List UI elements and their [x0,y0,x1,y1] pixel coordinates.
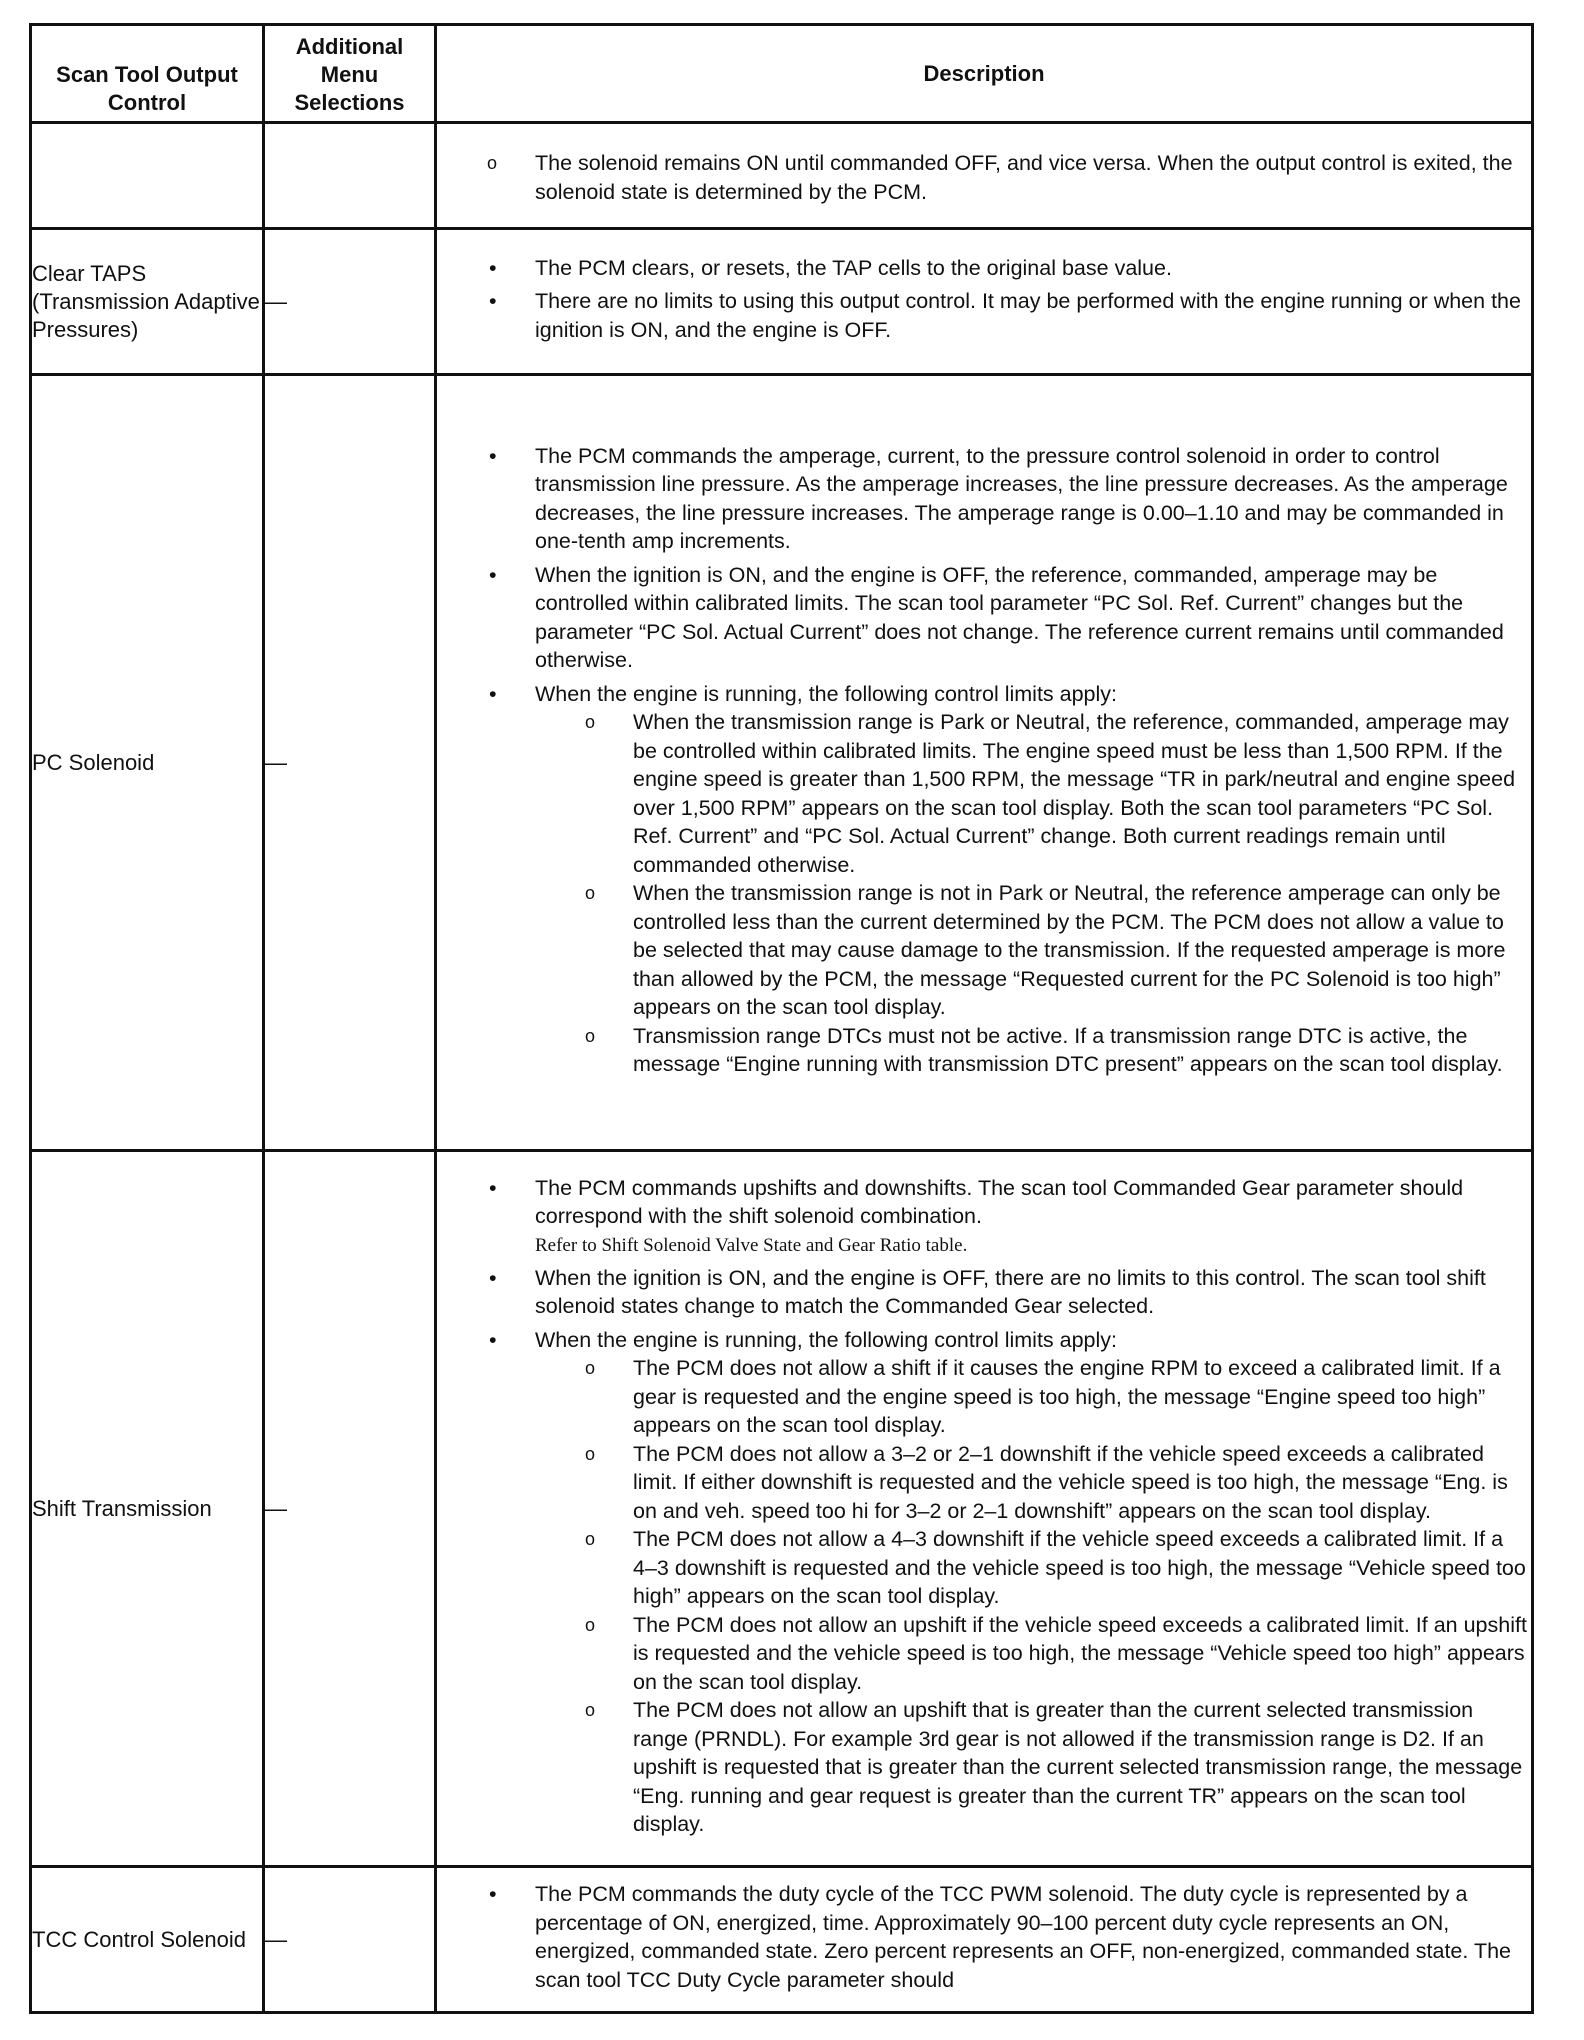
table-row [31,123,1533,229]
circle-bullet-icon: o [585,1614,596,1635]
table-row [31,229,1533,375]
header-scan-tool-output-control: Scan Tool Output Control [31,25,264,123]
table-row [31,1867,1533,2013]
bullet-item: • The PCM clears, or resets, the TAP cells to the original base value. [437,254,1531,283]
control-name-tcc-control-solenoid: TCC Control Solenoid [31,1867,264,2013]
bullet-item: • When the engine is running, the following control limits apply: o When the transmission range is Park or Neutral, the reference, commanded, amperage may be controlled within calibrated limits. The engine speed must be less than 1,500 RPM. If the engine speed is greater than 1,500 RPM, the message “TR in park/neutral and engine speed over 1,500 RPM” appears on the scan tool display. Both the scan tool parameters “PC Sol. Ref. Current” and “PC Sol. Actual Current” change. Both current readings remain until commanded otherwise. o When the transmission range is not in Park or Neutral, the reference amperage can only be controlled less than the current determined by the PCM. The PCM does not allow a value to be selected that may cause damage to the transmission. If the requested amperage is more than allowed by the PCM, the message “Requested current for the PC Solenoid is too high” appears on the scan tool display. o Transmission range DTCs must not be active. If a transmission range DTC is active, the message “Engine running with transmission DTC present” appears on the scan tool display. [437,680,1531,1079]
bullet-item: • The PCM commands the duty cycle of the TCC PWM solenoid. The duty cycle is represented by a percentage of ON, energized, time. Approximately 90–100 percent duty cycle represents an ON, energized, commanded state. Zero percent represents an OFF, non-energized, commanded state. The scan tool TCC Duty Cycle parameter should [489,1882,1511,1992]
header-description: Description [436,25,1533,123]
bullet-icon: • [489,1327,497,1352]
table-row [31,375,1533,1151]
bullet-icon: • [489,1175,497,1200]
control-name-clear-taps: Clear TAPS (Transmission Adaptive Pressures) [31,229,264,375]
description-cell [436,1867,1533,2013]
sub-item: o The PCM does not allow a 4–3 downshift if the vehicle speed exceeds a calibrated limit. If a 4–3 downshift is requested and the vehicle speed is too high, the message “Vehicle speed too high” appears on the scan tool display. [585,1527,1526,1608]
menu-selection: — [264,229,436,375]
bullet-item: • The PCM commands upshifts and downshifts. The scan tool Commanded Gear parameter should correspond with the shift solenoid combination. Refer to Shift Solenoid Valve State and Gear Ratio table. [437,1174,1531,1259]
sub-item: o When the transmission range is not in Park or Neutral, the reference amperage can only be controlled less than the current determined by the PCM. The PCM does not allow a value to be selected that may cause damage to the transmission. If the requested amperage is more than allowed by the PCM, the message “Requested current for the PC Solenoid is too high” appears on the scan tool display. [585,881,1506,1019]
bullet-icon: • [489,681,497,706]
scan-tool-output-control-table [29,23,1534,2014]
description-cell [436,123,1533,229]
control-cell-empty [31,123,264,229]
circle-bullet-icon: o [487,153,498,173]
circle-bullet-icon: o [585,1443,596,1464]
header-additional-menu-selections: Additional Menu Selections [264,25,436,123]
circle-bullet-icon: o [585,883,596,903]
sub-item: o The PCM does not allow a 3–2 or 2–1 downshift if the vehicle speed exceeds a calibrated limit. If either downshift is requested and the vehicle speed is too high, the message “Eng. is on and veh. speed too hi for 3–2 or 2–1 downshift” appears on the scan tool display. [585,1441,1508,1523]
description-cell [436,375,1533,1151]
reference-note: Refer to Shift Solenoid Valve State and Gear Ratio table. [535,1234,968,1256]
bullet-item: • When the ignition is ON, and the engine is OFF, the reference, commanded, amperage may be controlled within calibrated limits. The scan tool parameter “PC Sol. Ref. Current” changes but the parameter “PC Sol. Actual Current” does not change. The reference current remains until commanded otherwise. [489,562,1504,672]
bullet-icon: • [489,289,497,314]
sub-item: o The PCM does not allow an upshift if the vehicle speed exceeds a calibrated limit. If an upshift is requested and the vehicle speed is too high, the message “Vehicle speed too high” appears on the scan tool display. [585,1612,1527,1694]
bullet-icon: • [489,443,497,468]
circle-bullet-icon: o [585,1529,596,1549]
sub-item: o The PCM does not allow an upshift that is greater than the current selected transmission range (PRNDL). For example 3rd gear is not allowed if the transmission range is D2. If an upshift is requested that is greater than the current selected transmission range, the message “Eng. running and gear request is greater than the current TR” appears on the scan tool display. [585,1698,1523,1836]
bullet-icon: • [489,1882,497,1906]
bullet-item: • When the ignition is ON, and the engine is OFF, there are no limits to this control. The scan tool shift solenoid states change to match the Commanded Gear selected. [489,1265,1486,1318]
sub-item: o When the transmission range is Park or Neutral, the reference, commanded, amperage may be controlled within calibrated limits. The engine speed must be less than 1,500 RPM. If the engine speed is greater than 1,500 RPM, the message “TR in park/neutral and engine speed over 1,500 RPM” appears on the scan tool display. Both the scan tool parameters “PC Sol. Ref. Current” and “PC Sol. Actual Current” change. Both current readings remain until commanded otherwise. [585,710,1516,877]
bullet-icon: • [489,255,497,280]
bullet-icon: • [489,562,497,587]
circle-bullet-icon: o [585,1700,596,1720]
menu-selection: — [264,1151,436,1867]
bullet-item: • The PCM commands the amperage, current, to the pressure control solenoid in order to control transmission line pressure. As the amperage increases, the line pressure decreases. As the amperage decreases, the line pressure increases. The amperage range is 0.00–1.10 and may be commanded in one-tenth amp increments. [489,443,1508,553]
table-row [31,1151,1533,1867]
control-name-pc-solenoid: PC Solenoid [31,375,264,1151]
header-row [31,25,1533,123]
circle-bullet-icon: o [585,712,596,732]
bullet-item: • There are no limits to using this output control. It may be performed with the engine running or when the ignition is ON, and the engine is OFF. [489,289,1521,342]
sub-item: o The PCM does not allow a shift if it causes the engine RPM to exceed a calibrated limit. If a gear is requested and the engine speed is too high, the message “Engine speed too high” appears on the scan tool display. [585,1356,1501,1437]
circle-bullet-icon: o [585,1025,596,1046]
circle-bullet-icon: o [585,1358,596,1378]
sub-item: o The solenoid remains ON until commanded OFF, and vice versa. When the output control is exited, the solenoid state is determined by the PCM. [487,151,1513,204]
sub-item: o Transmission range DTCs must not be active. If a transmission range DTC is active, the message “Engine running with transmission DTC present” appears on the scan tool display. [585,1023,1503,1076]
menu-selection: — [264,375,436,1151]
menu-cell-empty [264,123,436,229]
control-name-shift-transmission: Shift Transmission [31,1151,264,1867]
bullet-item: • When the engine is running, the following control limits apply: o The PCM does not allow a shift if it causes the engine RPM to exceed a calibrated limit. If a gear is requested and the engine speed is too high, the message “Engine speed too high” appears on the scan tool display. o The PCM does not allow a 3–2 or 2–1 downshift if the vehicle speed exceeds a calibrated limit. If either downshift is requested and the vehicle speed is too high, the message “Eng. is on and veh. speed too hi for 3–2 or 2–1 downshift” appears on the scan tool display. o The PCM does not allow a 4–3 downshift if the vehicle speed exceeds a calibrated limit. If a 4–3 downshift is requested and the vehicle speed is too high, the message “Vehicle speed too high” appears on the scan tool display. o The PCM does not allow an upshift if the vehicle speed exceeds a calibrated limit. If an upshift is requested and the vehicle speed is too high, the message “Vehicle speed too high” appears on the scan tool display. o The PCM does not allow an upshift that is greater than the current selected transmission range (PRNDL). For example 3rd gear is not allowed if the transmission range is D2. If an upshift is requested that is greater than the current selected transmission range, the message “Eng. running and gear request is greater than the current TR” appears on the scan tool display. [437,1326,1531,1839]
menu-selection: — [264,1867,436,2013]
bullet-icon: • [489,1265,497,1290]
description-cell [436,1151,1533,1867]
description-cell [436,229,1533,375]
